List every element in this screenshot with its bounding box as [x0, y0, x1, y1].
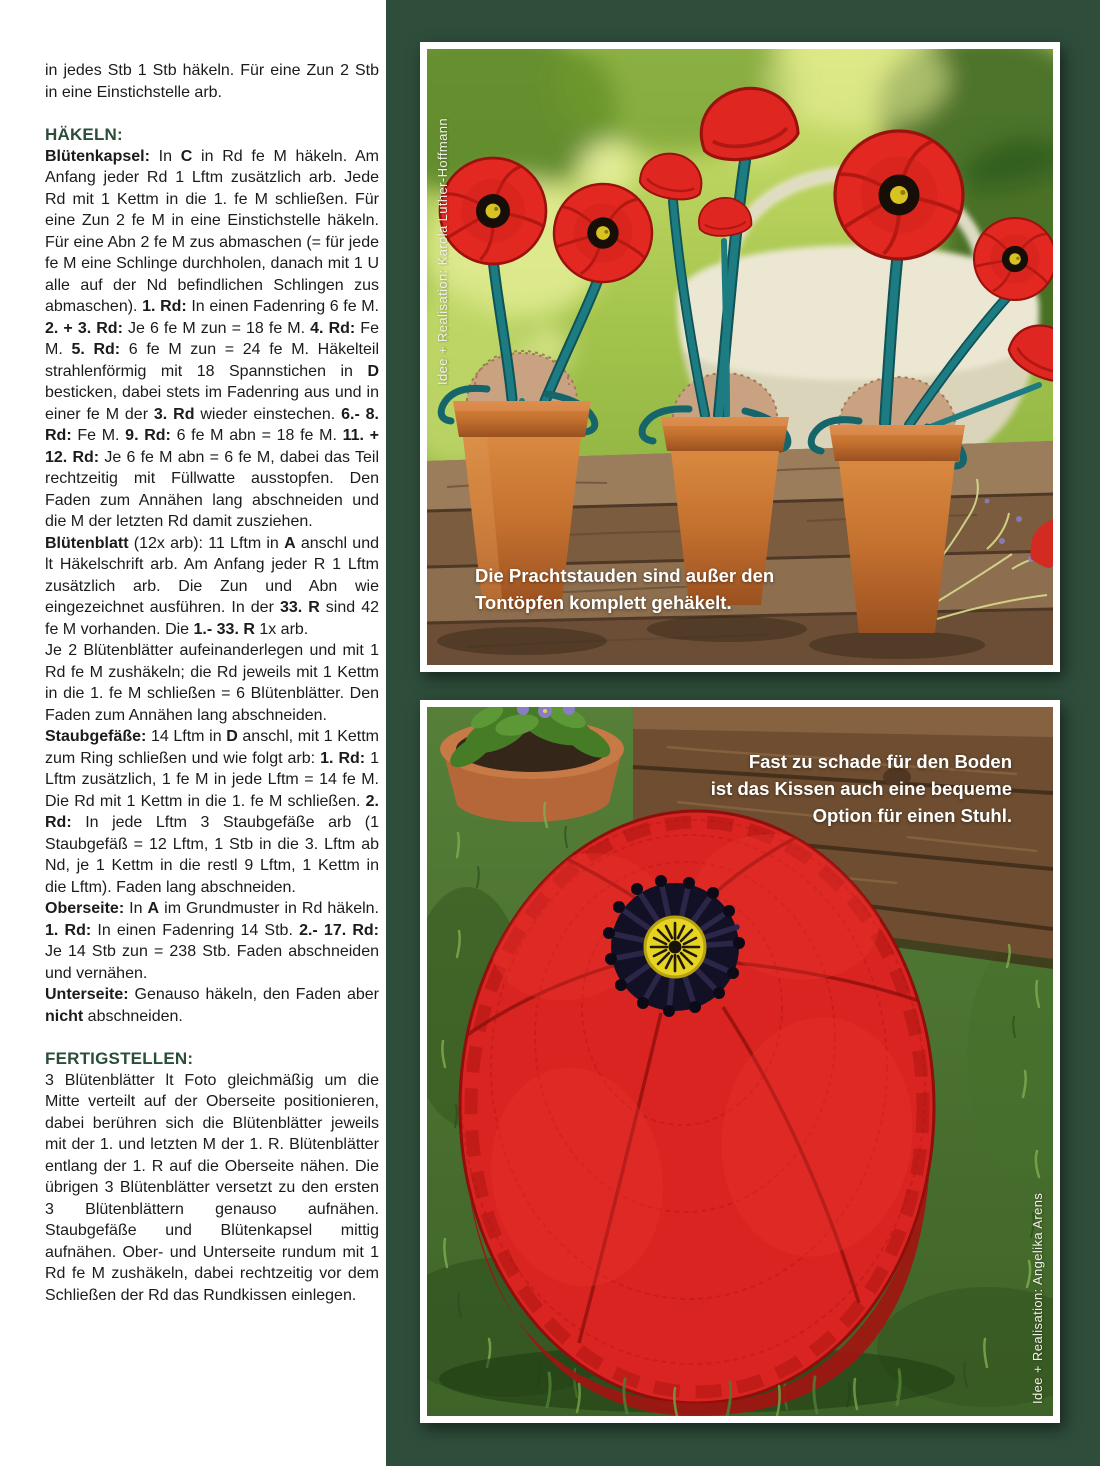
paragraph: 3 Blütenblätter lt Foto gleichmäßig um die Mitte verteilt auf der Oberseite positionieren, dabei berühren sich die Blütenblätter jeweils mit der 1. und letzten M der 1. R. Blütenblätter entlang der 1. R auf die Oberseite nähen. Die übrigen 3 Blütenblätter versetzt zu den ersten 3 Blütenblättern genauso aufnähen. Staubgefäße und Blütenkapsel mittig aufnähen. Ober- und Unterseite rundum mit 1 Rd fe M zushäkeln, dabei rechtzeitig vor dem Schließen der Rd das Rundkissen einlegen. — [45, 1071, 379, 1304]
bottom-photo-caption — [711, 748, 1012, 829]
caption-line: Option für einen Stuhl. — [812, 805, 1012, 826]
section-heading: FERTIGSTELLEN: — [45, 1049, 194, 1068]
article-body — [45, 60, 379, 1306]
paragraph: Blütenkapsel: In C in Rd fe M häkeln. Am Anfang jeder Rd 1 Lftm zusätzlich arb. Jede Rd mit 1 Kettm in die 1. fe M schließen. Für eine Zun 2 fe M in eine Einstichstelle häkeln. Für eine Abn 2 fe M zus abmaschen (= für jede fe M eine Schlinge durchholen, danach mit 1 U alle auf der Nd befindlichen Schlingen zus abmaschen). 1. Rd: In einen Fadenring 6 fe M. 2. + 3. Rd: Je 6 fe M zun = 18 fe M. 4. Rd: Fe M. 5. Rd: 6 fe M zun = 24 fe M. Häkelteil strahlenförmig mit 18 Spannstichen in D besticken, dabei stets im Fadenring aus und in einer fe M der 3. Rd wieder einstechen. 6.- 8. Rd: Fe M. 9. Rd: 6 fe M abn = 18 fe M. 11. + 12. Rd: Je 6 fe M abn = 6 fe M, dabei das Teil rechtzeitig mit Füllwatte ausstopfen. Den Faden zum Annähen lang abschneiden und die M der letzten Rd damit zusziehen. — [45, 147, 380, 530]
paragraph: Je 2 Blütenblätter aufeinanderlegen und mit 1 Rd fe M zushäkeln; die Rd jeweils mit 1 Kettm in die 1. fe M schließen = 6 Blütenblätter. Den Faden zum Annähen lang abschneiden. — [45, 642, 379, 724]
paragraph: in jedes Stb 1 Stb häkeln. Für eine Zun 2 Stb in eine Einstichstelle arb. — [45, 62, 379, 101]
caption-line: Tontöpfen komplett gehäkelt. — [475, 592, 732, 613]
photo-top-frame — [420, 42, 1060, 672]
paragraph: Unterseite: Genauso häkeln, den Faden aber nicht abschneiden. — [45, 986, 379, 1025]
caption-line: Fast zu schade für den Boden — [748, 751, 1012, 772]
top-photo-caption — [475, 562, 774, 616]
caption-line: Die Prachtstauden sind außer den — [475, 565, 775, 586]
paragraph: Oberseite: In A im Grundmuster in Rd häkeln. 1. Rd: In einen Fadenring 14 Stb. 2.- 17. Rd: Je 14 Stb zun = 238 Stb. Faden abschneiden und vernähen. — [45, 900, 379, 982]
photo-bottom — [427, 707, 1053, 1416]
top-photo-credit: Idee + Realisation: Karola Luther-Hoffmann — [435, 118, 450, 385]
section-heading: HÄKELN: — [45, 125, 123, 144]
bottom-photo-credit: Idee + Realisation: Angelika Arens — [1030, 1192, 1045, 1404]
paragraph: Staubgefäße: 14 Lftm in D anschl, mit 1 Kettm zum Ring schließen und wie folgt arb: 1. Rd: 1 Lftm zusätzlich, 1 fe M in jede Lftm = 14 fe M. Die Rd mit 1 Kettm in die 1. fe M schließen. 2. Rd: In jede Lftm 3 Staubgefäße arb (1 Staubgefäß = 12 Lftm, 1 Stb in die 3. Lftm ab Nd, je 1 Kettm in die restl 9 Lftm, 1 Kettm in die Lftm). Faden lang abschneiden. — [45, 728, 380, 896]
paragraph: Blütenblatt (12x arb): 11 Lftm in A anschl und lt Häkelschrift arb. Am Anfang jeder R 1 Lftm zusätzlich arb. Die Zun und Abn wie eingezeichnet ausführen. In der 33. R sind 42 fe M vorhanden. Die 1.- 33. R 1x arb. — [45, 534, 380, 638]
photo-top — [427, 49, 1053, 665]
caption-line: ist das Kissen auch eine bequeme — [710, 778, 1012, 799]
photo-bottom-frame — [420, 700, 1060, 1423]
